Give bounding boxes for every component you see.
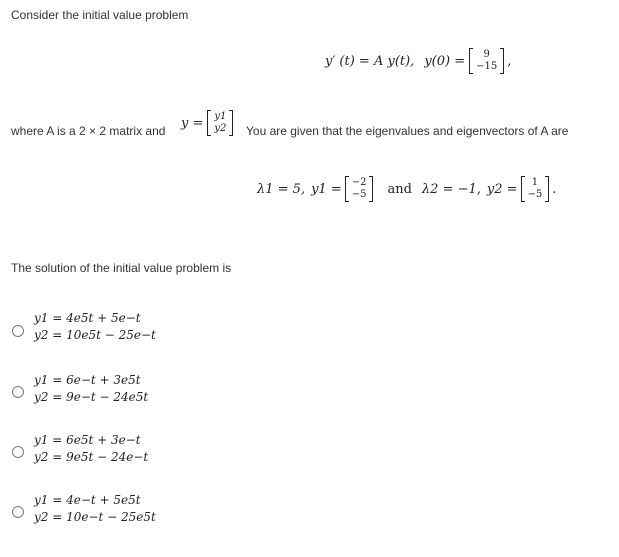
- ode-trailing: ,: [507, 53, 512, 69]
- option-2-y2: y2 = 9e−t − 24e5t: [34, 390, 149, 404]
- v2-entry-2: −5: [527, 189, 543, 200]
- ode-lhs: y′ (t) = A y(t),: [325, 53, 415, 69]
- option-4-radio[interactable]: [12, 506, 24, 518]
- option-2-radio[interactable]: [12, 386, 24, 398]
- ic-value-2: −15: [476, 61, 498, 72]
- option-4[interactable]: [34, 492, 156, 526]
- v2-entry-1: 1: [531, 177, 539, 188]
- ode-ic-label: y(0) =: [424, 53, 466, 69]
- given-text: You are given that the eigenvalues and eigenvectors of A are: [246, 124, 569, 138]
- option-3-y1: y1 = 6e5t + 3e−t: [34, 433, 141, 447]
- eigen-line: [257, 176, 556, 202]
- option-1-y2: y2 = 10e5t − 25e−t: [34, 328, 156, 342]
- option-3-radio[interactable]: [12, 446, 24, 458]
- lambda1: λ1 = 5,: [257, 181, 306, 197]
- v1-entry-2: −5: [351, 189, 367, 200]
- and-word: and: [387, 181, 412, 197]
- y-vector-definition: [181, 110, 233, 136]
- y-vector: [207, 110, 233, 136]
- eigenvector-2: [521, 176, 550, 202]
- option-4-y2: y2 = 10e−t − 25e5t: [34, 510, 156, 524]
- y-entry-1: y1: [214, 111, 227, 122]
- option-3[interactable]: [34, 432, 148, 466]
- option-2-y1: y1 = 6e−t + 3e5t: [34, 373, 141, 387]
- y-entry-2: y2: [214, 123, 227, 134]
- v2-label: y2 =: [486, 181, 518, 197]
- ode-equation: [325, 48, 511, 74]
- option-4-y1: y1 = 4e−t + 5e5t: [34, 493, 141, 507]
- solution-label: The solution of the initial value problem is: [11, 261, 232, 275]
- v1-entry-1: −2: [351, 177, 367, 188]
- eigen-trailing: .: [552, 181, 557, 197]
- lambda2: λ2 = −1,: [421, 181, 481, 197]
- option-2[interactable]: [34, 372, 148, 406]
- where-text: where A is a 2 × 2 matrix and: [11, 124, 166, 138]
- v1-label: y1 =: [311, 181, 342, 197]
- option-1-radio[interactable]: [12, 325, 24, 337]
- y-symbol: y =: [181, 115, 204, 131]
- option-1[interactable]: [34, 310, 156, 344]
- option-3-y2: y2 = 9e5t − 24e−t: [34, 450, 149, 464]
- eigenvector-1: [345, 176, 374, 202]
- ic-value-1: 9: [483, 49, 490, 60]
- intro-text: Consider the initial value problem: [11, 8, 189, 22]
- ic-vector: [469, 48, 504, 74]
- option-1-y1: y1 = 4e5t + 5e−t: [34, 311, 141, 325]
